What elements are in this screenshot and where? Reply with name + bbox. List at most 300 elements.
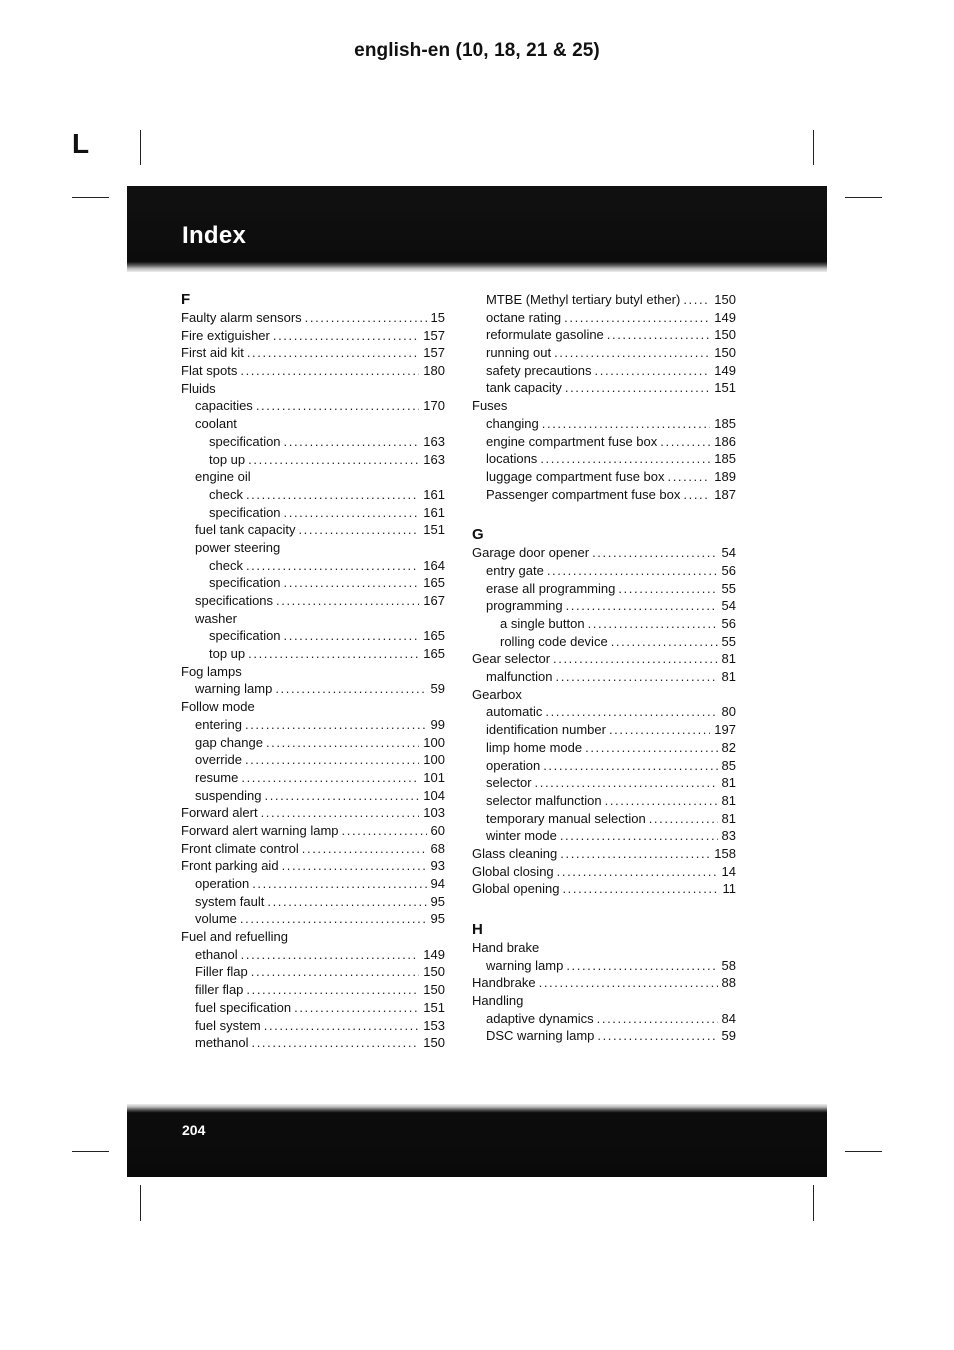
index-entry-page: 164 [423, 557, 445, 573]
index-entry [181, 451, 445, 469]
index-entry [472, 468, 736, 486]
dot-leader [284, 433, 420, 451]
index-entry-term: luggage compartment fuse box [486, 468, 665, 484]
dot-leader [542, 415, 711, 433]
index-entry-term: Flat spots [181, 363, 238, 379]
index-entry-page: 56 [721, 616, 736, 631]
index-entry-page: 151 [714, 380, 736, 396]
index-entry [472, 397, 736, 415]
index-entry [181, 875, 445, 893]
index-entry [472, 810, 736, 828]
index-entry-page: 95 [430, 893, 445, 909]
index-entry [472, 721, 736, 739]
index-entry [472, 827, 736, 845]
index-entry-term: specification [209, 628, 281, 644]
corner-letter: L [72, 128, 90, 159]
dot-leader [302, 840, 427, 858]
crop-mark [845, 1151, 882, 1152]
dot-leader [247, 344, 419, 362]
index-entry-term: specification [209, 433, 281, 449]
index-entry-term: warning lamp [195, 681, 273, 697]
index-entry-page: 81 [721, 669, 736, 685]
crop-mark [72, 197, 109, 198]
index-entry-page: 161 [423, 504, 445, 520]
page-number: 204 [182, 1122, 206, 1138]
index-entry-term: filler flap [195, 982, 244, 998]
dot-leader [251, 963, 420, 981]
index-entry [181, 344, 445, 362]
index-entry-page: 165 [423, 628, 445, 644]
index-letter-heading: G [472, 526, 484, 544]
index-entry [181, 787, 445, 805]
index-entry-page: 54 [721, 545, 736, 561]
index-entry [181, 574, 445, 592]
crop-mark [140, 1185, 141, 1221]
index-entry [181, 433, 445, 451]
dot-leader [611, 633, 718, 651]
index-entry [181, 840, 445, 858]
index-entry [181, 610, 445, 628]
index-entry [472, 957, 736, 975]
index-entry-term: check [209, 557, 243, 573]
index-entry-term: Front climate control [181, 840, 299, 856]
index-entry-term: volume [195, 911, 237, 927]
index-entry [181, 751, 445, 769]
index-entry-term: Fuses [472, 398, 508, 414]
index-entry [472, 880, 736, 898]
index-entry-term: programming [486, 598, 563, 614]
index-entry-page: 153 [423, 1017, 445, 1033]
index-entry-term: Hand brake [472, 940, 540, 955]
index-entry-page: 150 [423, 1035, 445, 1051]
dot-leader [266, 734, 419, 752]
index-entry [472, 362, 736, 380]
index-entry [472, 757, 736, 775]
dot-leader [554, 344, 710, 362]
index-entry [181, 1034, 445, 1052]
index-entry-term: a single button [500, 616, 585, 631]
index-entry-term: washer [195, 610, 237, 626]
index-entry [181, 504, 445, 522]
index-entry-term: fuel system [195, 1017, 261, 1033]
index-entry-term: entering [195, 716, 242, 732]
index-entry [181, 627, 445, 645]
index-entry [472, 544, 736, 562]
index-entry [472, 309, 736, 327]
index-entry-page: 104 [423, 787, 445, 803]
dot-leader [564, 309, 710, 327]
index-entry [472, 974, 736, 992]
dot-leader [240, 362, 419, 380]
index-entry [181, 716, 445, 734]
index-entry-page: 151 [423, 999, 445, 1015]
index-entry-term: Handling [472, 993, 524, 1009]
dot-leader [547, 562, 718, 580]
dot-leader [597, 1010, 718, 1028]
index-entry-page: 81 [721, 792, 736, 808]
dot-leader [265, 787, 420, 805]
dot-leader [557, 863, 718, 881]
dot-leader [276, 592, 419, 610]
index-entry-term: running out [486, 345, 552, 361]
index-entry-page: 185 [714, 451, 736, 467]
index-entry [472, 939, 736, 957]
index-entry-term: Gear selector [472, 651, 551, 667]
dot-leader [539, 974, 718, 992]
index-entry-page: 163 [423, 451, 445, 467]
index-entry-term: selector malfunction [486, 792, 602, 808]
index-entry-page: 150 [423, 964, 445, 980]
dot-leader [256, 397, 419, 415]
index-entry [472, 433, 736, 451]
index-entry-term: DSC warning lamp [486, 1028, 595, 1044]
index-entry-page: 103 [423, 805, 445, 821]
index-entry-page: 101 [423, 769, 445, 785]
index-entry-page: 150 [714, 292, 736, 307]
index-entry-term: safety precautions [486, 362, 592, 378]
index-entry-page: 165 [423, 575, 445, 591]
index-entry-page: 68 [430, 840, 445, 856]
index-entry-term: system fault [195, 893, 265, 909]
index-entry-term: top up [209, 451, 246, 467]
index-entry [472, 774, 736, 792]
index-entry-term: limp home mode [486, 739, 583, 755]
dot-leader [342, 822, 427, 840]
index-entry-page: 170 [423, 398, 445, 414]
index-entry-page: 197 [714, 722, 736, 738]
dot-leader [555, 668, 717, 686]
dot-leader [592, 544, 717, 562]
index-entry-term: adaptive dynamics [486, 1010, 594, 1026]
dot-leader [240, 910, 427, 928]
index-entry-page: 59 [430, 681, 445, 697]
index-entry-page: 82 [721, 739, 736, 755]
index-entry-term: identification number [486, 722, 606, 738]
index-entry-page: 100 [423, 734, 445, 750]
dot-leader [248, 451, 419, 469]
index-entry-term: Global closing [472, 863, 554, 879]
index-entry [181, 521, 445, 539]
index-entry-term: Faulty alarm sensors [181, 310, 302, 325]
index-entry [472, 379, 736, 397]
dot-leader [585, 739, 717, 757]
dot-leader [566, 597, 718, 615]
index-entry-page: 165 [423, 646, 445, 662]
dot-leader [275, 680, 426, 698]
dot-leader [540, 450, 710, 468]
index-entry-term: Fluids [181, 380, 216, 396]
index-entry-page: 85 [721, 757, 736, 773]
index-entry [472, 992, 736, 1010]
index-entry-term: Handbrake [472, 975, 536, 991]
index-entry-term: specification [209, 575, 281, 591]
dot-leader [241, 769, 419, 787]
crop-mark [72, 1151, 109, 1152]
index-entry [181, 415, 445, 433]
index-entry [181, 769, 445, 787]
dot-leader [251, 1034, 419, 1052]
index-entry-term: winter mode [486, 828, 557, 844]
dot-leader [660, 433, 710, 451]
index-entry [181, 557, 445, 575]
index-entry-term: check [209, 486, 243, 502]
index-entry [181, 380, 445, 398]
index-entry-term: fuel tank capacity [195, 522, 296, 538]
index-entry [181, 645, 445, 663]
dot-leader [264, 1017, 420, 1035]
dot-leader [553, 650, 717, 668]
index-entry [472, 703, 736, 721]
index-entry [472, 415, 736, 433]
index-entry [181, 539, 445, 557]
index-entry-term: engine compartment fuse box [486, 433, 658, 449]
index-entry-term: specification [209, 504, 281, 520]
crop-mark [140, 130, 141, 165]
index-entry-page: 58 [721, 957, 736, 973]
dot-leader [683, 486, 710, 504]
index-entry [181, 981, 445, 999]
index-entry-term: Filler flap [195, 964, 248, 980]
index-entry-term: methanol [195, 1035, 249, 1051]
index-entry [181, 822, 445, 840]
index-entry-page: 60 [430, 822, 445, 838]
index-entry-page: 15 [430, 310, 445, 325]
dot-leader [294, 999, 419, 1017]
index-entry-term: capacities [195, 398, 253, 414]
index-entry-term: Global opening [472, 881, 560, 897]
index-entry-term: suspending [195, 787, 262, 803]
index-entry-page: 150 [714, 327, 736, 343]
index-letter-heading: H [472, 921, 483, 938]
index-entry-term: MTBE (Methyl tertiary butyl ether) [486, 292, 681, 307]
dot-leader [252, 875, 426, 893]
index-entry-term: power steering [195, 539, 281, 555]
index-entry-page: 54 [721, 598, 736, 614]
index-entry-term: Glass cleaning [472, 845, 558, 861]
index-entry-page: 186 [714, 433, 736, 449]
index-entry-term: specifications [195, 593, 274, 608]
index-entry [472, 633, 736, 651]
index-entry-page: 81 [721, 810, 736, 826]
section-header [127, 186, 827, 272]
index-entry-page: 81 [721, 651, 736, 667]
index-entry-term: octane rating [486, 309, 562, 325]
index-entry-page: 55 [721, 580, 736, 596]
dot-leader [543, 757, 717, 775]
dot-leader [246, 557, 419, 575]
index-entry-term: Forward alert [181, 805, 258, 821]
index-entry-term: selector [486, 775, 532, 791]
index-entry-page: 151 [423, 522, 445, 538]
index-entry-page: 185 [714, 415, 736, 431]
index-entry [472, 344, 736, 362]
dot-leader [282, 857, 427, 875]
index-entry-page: 14 [721, 863, 736, 879]
dot-leader [241, 946, 420, 964]
index-entry-page: 158 [714, 845, 736, 861]
page-footer [127, 1104, 827, 1177]
index-entry [472, 562, 736, 580]
index-entry-page: 149 [423, 946, 445, 962]
index-entry-term: coolant [195, 416, 237, 432]
index-entry [181, 963, 445, 981]
index-entry-term: rolling code device [500, 633, 608, 649]
index-entry-page: 93 [430, 858, 445, 874]
index-entry-term: resume [195, 769, 239, 785]
dot-leader [597, 1027, 717, 1045]
dot-leader [668, 468, 711, 486]
index-entry [181, 910, 445, 928]
index-entry-term: First aid kit [181, 345, 244, 361]
index-entry-term: operation [195, 876, 250, 891]
index-entry [472, 486, 736, 504]
index-entry [181, 397, 445, 415]
index-entry-page: 95 [430, 911, 445, 927]
index-entry [181, 698, 445, 716]
index-entry-term: changing [486, 415, 539, 431]
index-entry [181, 486, 445, 504]
index-entry-page: 55 [721, 633, 736, 649]
index-entry-page: 84 [721, 1010, 736, 1026]
index-entry [472, 597, 736, 615]
index-entry [472, 863, 736, 881]
index-entry [181, 680, 445, 698]
index-entry-page: 167 [423, 593, 445, 608]
index-entry [181, 928, 445, 946]
index-entry-term: Front parking aid [181, 858, 279, 874]
index-entry-term: operation [486, 757, 541, 773]
index-entry-page: 100 [423, 752, 445, 768]
index-entry [181, 857, 445, 875]
dot-leader [565, 379, 710, 397]
dot-leader [248, 645, 419, 663]
index-entry [472, 668, 736, 686]
index-entry [181, 946, 445, 964]
dot-leader [246, 981, 419, 999]
index-letter-heading: F [181, 291, 191, 308]
index-entry-term: locations [486, 451, 538, 467]
index-entry-page: 99 [430, 716, 445, 732]
index-entry [472, 650, 736, 668]
index-entry [472, 615, 736, 633]
index-entry-page: 187 [714, 486, 736, 502]
index-entry-term: erase all programming [486, 580, 616, 596]
dot-leader [609, 721, 710, 739]
dot-leader [305, 309, 427, 327]
crop-mark [813, 130, 814, 165]
index-entry-page: 157 [423, 327, 445, 343]
index-entry-page: 180 [423, 363, 445, 379]
index-entry-term: Follow mode [181, 699, 255, 715]
dot-leader [618, 580, 717, 598]
dot-leader [545, 703, 717, 721]
dot-leader [284, 627, 420, 645]
index-entry [472, 450, 736, 468]
index-entry [181, 309, 445, 327]
index-entry [472, 1010, 736, 1028]
index-entry [472, 792, 736, 810]
index-entry [472, 580, 736, 598]
dot-leader [298, 521, 419, 539]
index-entry-term: Fire extiguisher [181, 327, 270, 343]
index-entry [472, 291, 736, 309]
index-entry [472, 739, 736, 757]
dot-leader [245, 716, 427, 734]
index-entry [472, 326, 736, 344]
index-entry [181, 663, 445, 681]
index-entry [181, 999, 445, 1017]
index-entry-term: Fuel and refuelling [181, 929, 288, 945]
dot-leader [560, 845, 710, 863]
index-entry-term: gap change [195, 734, 263, 750]
dot-leader [246, 486, 419, 504]
dot-leader [683, 291, 710, 309]
index-entry-term: fuel specification [195, 999, 292, 1015]
index-entry-term: top up [209, 646, 246, 662]
language-label: english-en (10, 18, 21 & 25) [354, 40, 600, 61]
section-gap [472, 898, 736, 921]
dot-leader [261, 804, 420, 822]
index-entry-page: 150 [423, 982, 445, 998]
index-entry-term: malfunction [486, 669, 553, 685]
index-entry-term: Passenger compartment fuse box [486, 486, 681, 502]
dot-leader [605, 792, 718, 810]
index-entry-term: override [195, 752, 242, 768]
index-entry-term: engine oil [195, 469, 251, 485]
index-entry-term: Garage door opener [472, 545, 590, 561]
index-entry-page: 163 [423, 433, 445, 449]
index-entry [181, 893, 445, 911]
section-gap [472, 503, 736, 526]
index-column-right [472, 291, 736, 1045]
index-entry [181, 327, 445, 345]
crop-mark [845, 197, 882, 198]
index-entry-page: 11 [722, 881, 736, 897]
index-entry [181, 734, 445, 752]
index-entry-term: Fog lamps [181, 663, 242, 679]
index-entry-term: reformulate gasoline [486, 327, 604, 343]
index-entry [472, 845, 736, 863]
crop-mark [813, 1185, 814, 1221]
index-entry-page: 56 [721, 562, 736, 578]
section-title: Index [182, 222, 247, 249]
dot-leader [284, 504, 420, 522]
index-entry-term: temporary manual selection [486, 810, 646, 826]
index-entry-page: 161 [423, 486, 445, 502]
dot-leader [535, 774, 718, 792]
index-entry-term: entry gate [486, 562, 544, 578]
index-entry-page: 94 [430, 876, 445, 891]
index-entry-page: 150 [714, 345, 736, 361]
index-entry [181, 592, 445, 610]
index-entry [472, 686, 736, 704]
dot-leader [562, 880, 718, 898]
index-entry-page: 149 [714, 362, 736, 378]
index-entry-page: 149 [714, 309, 736, 325]
index-column-left [181, 291, 445, 1052]
dot-leader [588, 615, 718, 633]
index-entry-term: Forward alert warning lamp [181, 822, 339, 838]
index-entry-term: tank capacity [486, 380, 562, 396]
index-entry-page: 81 [721, 775, 736, 791]
index-entry [181, 362, 445, 380]
index-entry-term: automatic [486, 704, 543, 720]
dot-leader [566, 957, 717, 975]
index-entry [181, 804, 445, 822]
index-entry-term: ethanol [195, 946, 238, 962]
index-entry-page: 83 [721, 828, 736, 844]
dot-leader [649, 810, 718, 828]
